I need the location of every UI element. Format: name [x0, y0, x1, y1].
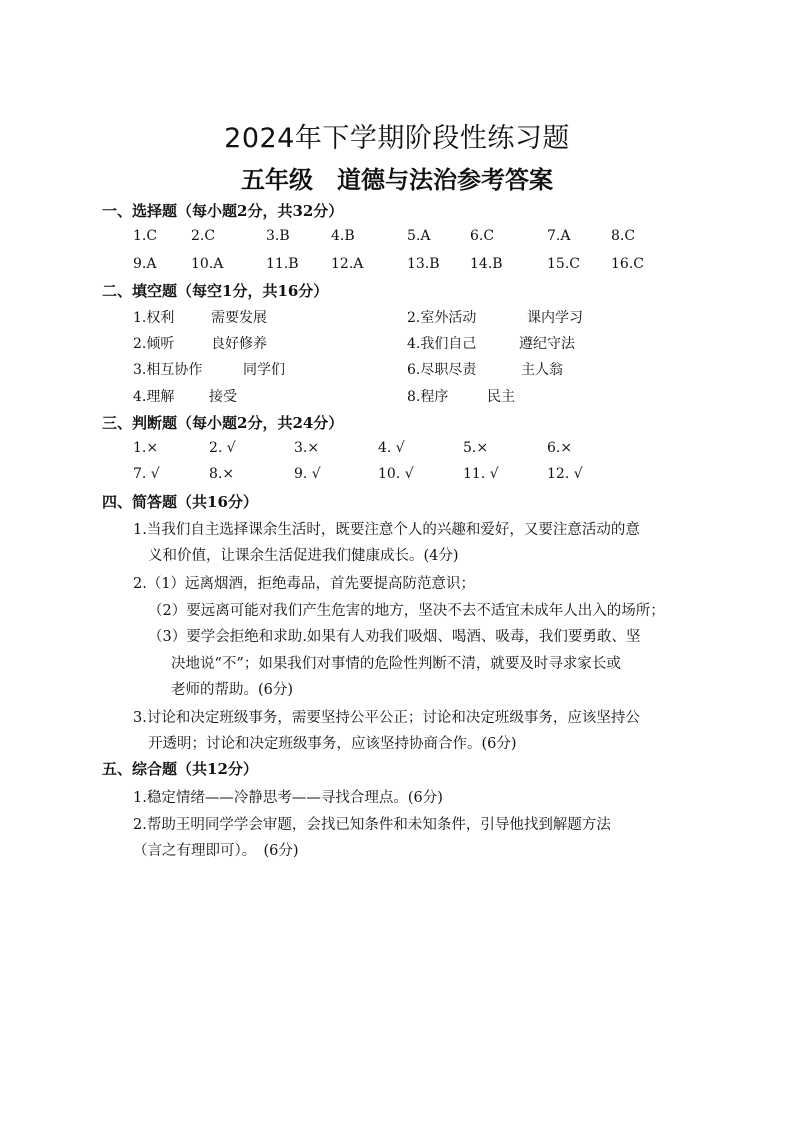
document-title: 2024年下学期阶段性练习题: [224, 123, 570, 154]
section-heading-comprehensive: 五、综合题（共12分）: [102, 760, 258, 778]
judge-answer: 8.×: [209, 466, 235, 482]
choice-answer: 8.C: [611, 228, 636, 244]
fill-answer: 接受: [209, 389, 237, 405]
choice-answer: 4.B: [331, 228, 355, 244]
choice-answer: 2.C: [191, 228, 216, 244]
judge-answer: 1.×: [133, 440, 159, 456]
fill-answer: 8.程序: [407, 389, 449, 405]
short-answer-line: 1.当我们自主选择课余生活时，既要注意个人的兴趣和爱好，又要注意活动的意: [133, 522, 640, 538]
fill-answer: 4.理解: [133, 389, 175, 405]
choice-answer: 11.B: [266, 256, 299, 272]
judge-answer: 11. √: [463, 466, 499, 482]
fill-answer: 遵纪守法: [519, 336, 575, 352]
judge-answer: 10. √: [378, 466, 414, 482]
short-answer-line: 老师的帮助。(6分): [171, 682, 294, 698]
short-answer-line: 开透明；讨论和决定班级事务，应该坚持协商合作。(6分): [148, 736, 517, 752]
document-subtitle: 五年级 道德与法治参考答案: [241, 166, 553, 194]
short-answer-line: 3.讨论和决定班级事务，需要坚持公平公正；讨论和决定班级事务，应该坚持公: [133, 710, 640, 726]
choice-answer: 3.B: [266, 228, 290, 244]
judge-answer: 12. √: [547, 466, 583, 482]
choice-answer: 6.C: [470, 228, 495, 244]
fill-answer: 4.我们自己: [407, 336, 477, 352]
section-heading-judge: 三、判断题（每小题2分，共24分）: [102, 414, 344, 432]
fill-answer: 良好修养: [211, 336, 267, 352]
judge-answer: 6.×: [547, 440, 573, 456]
section-heading-fill: 二、填空题（每空1分，共16分）: [102, 282, 329, 300]
judge-answer: 5.×: [463, 440, 489, 456]
fill-answer: 2.室外活动: [407, 310, 477, 326]
fill-answer: 课内学习: [527, 310, 583, 326]
choice-answer: 14.B: [470, 256, 503, 272]
fill-answer: 主人翁: [521, 362, 563, 378]
short-answer-line: 义和价值，让课余生活促进我们健康成长。(4分): [148, 548, 459, 564]
fill-answer: 1.权利: [133, 310, 175, 326]
judge-answer: 2. √: [209, 440, 236, 456]
short-answer-line: （3）要学会拒绝和求助.如果有人劝我们吸烟、喝酒、吸毒，我们要勇敢、坚: [148, 629, 641, 645]
choice-answer: 5.A: [407, 228, 431, 244]
fill-answer: 同学们: [243, 362, 285, 378]
choice-answer: 13.B: [407, 256, 440, 272]
short-answer-line: 2.（1）远离烟酒，拒绝毒品，首先要提高防范意识；: [133, 576, 476, 592]
choice-answer: 1.C: [133, 228, 158, 244]
fill-answer: 2.倾听: [133, 336, 175, 352]
comprehensive-answer-line: （言之有理即可）。 (6分): [133, 843, 299, 859]
judge-answer: 4. √: [378, 440, 405, 456]
section-heading-choice: 一、选择题（每小题2分，共32分）: [102, 202, 344, 220]
section-heading-short: 四、简答题（共16分）: [102, 493, 258, 511]
judge-answer: 7. √: [133, 466, 160, 482]
choice-answer: 16.C: [611, 256, 644, 272]
fill-answer: 6.尽职尽责: [407, 362, 477, 378]
fill-answer: 3.相互协作: [133, 362, 203, 378]
choice-answer: 12.A: [331, 256, 364, 272]
fill-answer: 需要发展: [211, 310, 267, 326]
choice-answer: 9.A: [133, 256, 157, 272]
judge-answer: 9. √: [294, 466, 321, 482]
short-answer-line: （2）要远离可能对我们产生危害的地方，坚决不去不适宜未成年人出入的场所；: [148, 603, 665, 619]
choice-answer: 10.A: [191, 256, 224, 272]
judge-answer: 3.×: [294, 440, 320, 456]
comprehensive-answer-line: 1.稳定情绪——冷静思考——寻找合理点。(6分): [133, 790, 443, 806]
comprehensive-answer-line: 2.帮助王明同学学会审题，会找已知条件和未知条件，引导他找到解题方法: [133, 817, 611, 833]
short-answer-line: 决地说“不”；如果我们对事情的危险性判断不清，就要及时寻求家长或: [171, 656, 621, 672]
choice-answer: 7.A: [547, 228, 571, 244]
fill-answer: 民主: [487, 389, 515, 405]
choice-answer: 15.C: [547, 256, 580, 272]
